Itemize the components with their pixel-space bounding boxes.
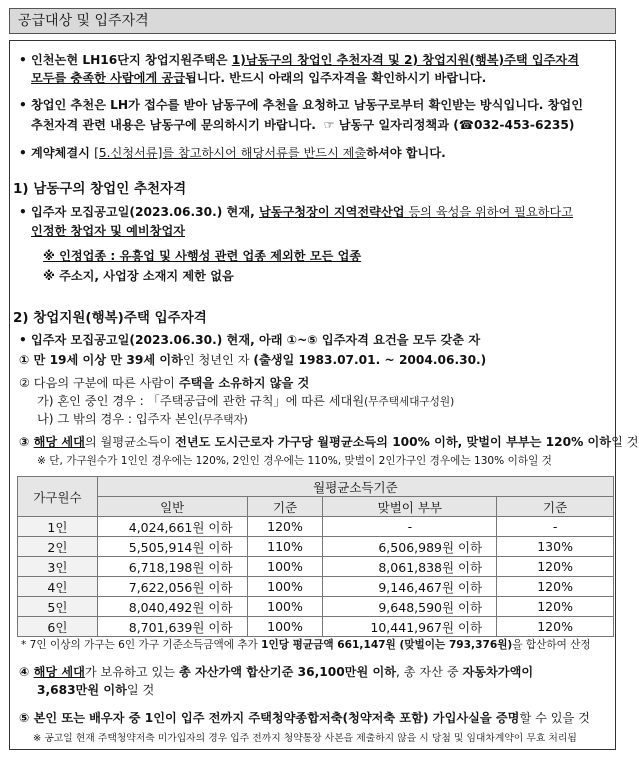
table-row (18, 597, 614, 617)
c4g: 3,683만원 이하 (37, 683, 127, 697)
c2c: 가) 혼인 중인 경우 : 「주택공급에 관한 규칙」에 따른 세대원 (37, 394, 365, 408)
intro-l5b[interactable]: [5.신청서류]를 참고하시어 해당서류를 반드시 제출 (94, 146, 367, 160)
note-a: * 7인 이상의 가구는 6인 가구 기준소득금액에 추가 (21, 639, 262, 651)
criterion-5 (19, 710, 590, 727)
intro-l4b: ☞ 남동구 일자리정책과 (☎032-453-6235) (323, 118, 575, 132)
c5a: ⑤ (19, 711, 34, 725)
cell-standard: 100% (247, 557, 323, 577)
note-b: 1인당 평균금액 661,147원 (맞벌이는 793,376원) (261, 639, 513, 651)
cell-standard: 110% (247, 537, 323, 557)
cell-household: 6인 (18, 617, 98, 637)
intro-line-5 (31, 145, 446, 162)
s1-b1a: 입주자 모집공고일(2023.06.30.) 현재, (31, 205, 259, 219)
criterion-3 (19, 434, 639, 451)
cell-dual-standard: 130% (497, 537, 614, 557)
col-standard: 기준 (247, 497, 323, 517)
intro-l5a: 계약체결시 (31, 146, 95, 160)
s1-n1: ※ 인정업종 : 유흥업 및 사행성 관련 업종 제외한 모든 업종 (43, 249, 362, 263)
cell-dual-standard: 120% (497, 557, 614, 577)
cell-dual: 9,146,467원 이하 (323, 577, 497, 597)
note-c: 을 합산하여 산정 (512, 639, 591, 651)
section2-title: 2) 창업지원(행복)주택 입주자격 (13, 310, 207, 326)
col-standard-2: 기준 (497, 497, 614, 517)
table-row (18, 617, 614, 637)
cell-dual-standard: 120% (497, 617, 614, 637)
cell-general: 7,622,056원 이하 (97, 577, 247, 597)
cell-dual-standard: 120% (497, 597, 614, 617)
c4e: , 총 자산 중 (396, 665, 463, 679)
c4a: ④ (19, 665, 34, 679)
criterion-4 (19, 664, 533, 681)
c2b: 주택을 소유하지 않을 것 (178, 376, 310, 390)
cell-dual-standard: - (497, 517, 614, 537)
col-income: 월평균소득기준 (97, 477, 613, 497)
table-row (18, 577, 614, 597)
cell-general: 8,701,639원 이하 (97, 617, 247, 637)
intro-line-1 (31, 52, 579, 69)
criterion-2-b (37, 411, 248, 429)
intro-l2b: 됩니다. 반드시 아래의 입주자격을 확인하시기 바랍니다. (185, 71, 487, 85)
table-row (18, 517, 614, 537)
intro-line-4 (31, 117, 574, 134)
c3e: 일 것 (611, 435, 639, 449)
intro-l2a: 모두를 충족한 사람에게 공급 (31, 71, 186, 85)
c5c: 할 수 있을 것 (519, 711, 590, 725)
col-household: 가구원수 (18, 477, 98, 517)
c1b: 인 청년인 자 (182, 353, 254, 367)
cell-household: 1인 (18, 517, 98, 537)
cell-household: 5인 (18, 597, 98, 617)
intro-line-3: • 창업인 추천은 LH가 접수를 받아 남동구에 추천을 요청하고 남동구로부터 확인받는 방식입니다. 창업인 (31, 97, 583, 114)
intro-l1b: 1)남동구의 창업인 추천자격 및 2) 창업지원(행복)주택 입주자격 (231, 53, 579, 67)
criterion-2 (19, 375, 309, 392)
section1-note-2: ※ 주소지, 사업장 소재지 제한 없음 (43, 269, 234, 283)
c1c: (출생일 1983.07.01. ~ 2004.06.30.) (253, 353, 487, 367)
cell-general: 4,024,661원 이하 (97, 517, 247, 537)
s1-b1c: 등의 육성을 위하여 필요하다고 (404, 205, 574, 219)
criterion-4-cont (37, 682, 154, 699)
intro-line-2 (31, 70, 486, 87)
table-row (18, 537, 614, 557)
section1-bullet-1-cont: 인정한 창업자 및 예비창업자 (31, 224, 186, 238)
c4c: 가 보유하고 있는 (84, 665, 179, 679)
cell-standard: 100% (247, 597, 323, 617)
cell-standard: 100% (247, 577, 323, 597)
cell-dual: 10,441,967원 이하 (323, 617, 497, 637)
col-dual: 맞벌이 부부 (323, 497, 497, 517)
cell-general: 5,505,914원 이하 (97, 537, 247, 557)
c2f: (무주택자) (198, 414, 248, 426)
criterion-5-note: ※ 공고일 현재 주택청약저축 미가입자의 경우 입주 전까지 청약통장 사본을 제출하지 않을 시 당첨 및 임대차계약이 무효 처리됨 (33, 733, 577, 744)
c5b: 본인 또는 배우자 중 1인이 입주 전까지 주택청약종합저축(청약저축 포함) 가입사실을 증명 (33, 711, 520, 725)
section1-title: 1) 남동구의 창업인 추천자격 (13, 181, 187, 197)
c3c: 의 월평균소득이 (84, 435, 176, 449)
cell-dual: - (323, 517, 497, 537)
cell-household: 2인 (18, 537, 98, 557)
c4h: 일 것 (126, 683, 155, 697)
cell-general: 8,040,492원 이하 (97, 597, 247, 617)
c3a: ③ (19, 435, 34, 449)
cell-household: 3인 (18, 557, 98, 577)
cell-standard: 120% (247, 517, 323, 537)
intro-l5c: 하셔야 합니다. (366, 146, 446, 160)
cell-dual: 8,061,838원 이하 (323, 557, 497, 577)
cell-dual: 6,506,989원 이하 (323, 537, 497, 557)
section-header: 공급대상 및 입주자격 (9, 8, 616, 34)
income-table (17, 476, 614, 637)
criterion-1 (19, 352, 486, 369)
s1-b1b: 남동구청장이 지역전략산업 (258, 205, 405, 219)
c3d: 전년도 도시근로자 가구당 월평균소득의 100% 이하, 맞벌이 부부는 120% 이하 (175, 435, 612, 449)
intro-l1a: 인천논현 LH16단지 창업지원주택은 (31, 53, 232, 67)
c1a: ① 만 19세 이상 만 39세 이하 (19, 353, 183, 367)
c4d: 총 자산가액 합산기준 36,100만원 이하 (178, 665, 397, 679)
section1-bullet-1 (31, 204, 573, 221)
col-general: 일반 (97, 497, 247, 517)
criterion-3-note: ※ 단, 가구원수가 1인인 경우에는 120%, 2인인 경우에는 110%, 맞벌이 2인가구인 경우에는 130% 이하일 것 (37, 455, 552, 467)
cell-standard: 100% (247, 617, 323, 637)
table-note (21, 637, 591, 654)
cell-household: 4인 (18, 577, 98, 597)
section2-bullet-1: • 입주자 모집공고일(2023.06.30.) 현재, 아래 ①~⑤ 입주자격 요건을 모두 갖춘 자 (31, 332, 480, 349)
criterion-2-a (37, 393, 454, 411)
cell-dual: 9,648,590원 이하 (323, 597, 497, 617)
table-row (18, 557, 614, 577)
c2d: (무주택세대구성원) (364, 396, 455, 408)
c3b: 해당 세대 (33, 435, 85, 449)
section1-note-1 (43, 248, 361, 265)
c2e: 나) 그 밖의 경우 : 입주자 본인 (37, 412, 199, 426)
c4f: 자동차가액이 (462, 665, 534, 679)
c4b: 해당 세대 (33, 665, 85, 679)
c2a: ② 다음의 구분에 따른 사람이 (19, 376, 179, 390)
cell-dual-standard: 120% (497, 577, 614, 597)
intro-l4a: 추천자격 관련 내용은 남동구에 문의하시기 바랍니다. (31, 118, 316, 132)
cell-general: 6,718,198원 이하 (97, 557, 247, 577)
